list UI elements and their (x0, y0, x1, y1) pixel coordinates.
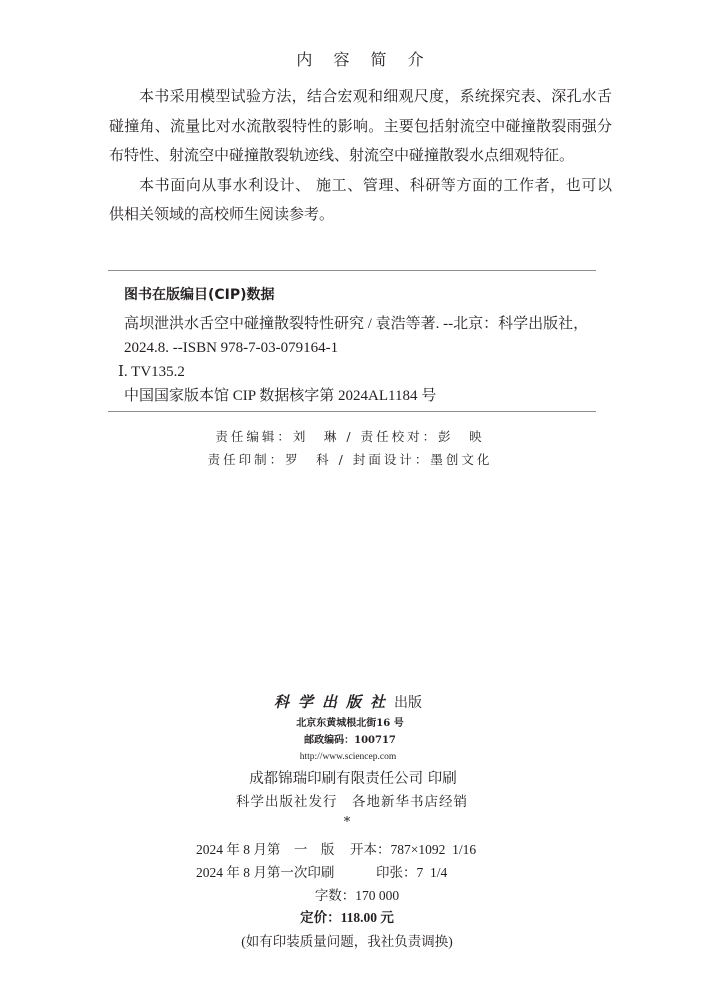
publisher-line (0, 692, 696, 713)
cip-bottom-rule (108, 411, 596, 412)
first-print-date: 2024 年 8 月第一次印刷 (196, 865, 335, 880)
cip-classification-line: Ⅰ. TV135.2 (118, 364, 185, 380)
cip-top-rule (108, 270, 596, 271)
cip-isbn-line: 2024.8. --ISBN 978-7-03-079164-1 (124, 340, 339, 356)
publisher-website: http://www.sciencep.com (299, 752, 397, 762)
publisher-address: 北京东黄城根北街16 号 (296, 718, 404, 729)
word-count: 字数：170 000 (314, 888, 400, 903)
printer-line: 成都锦瑞印刷有限责任公司 印刷 (249, 771, 457, 787)
summary-paragraph-1-line-1: 本书采用模型试验方法，结合宏观和细观尺度，系统探究表、深孔水舌 (139, 87, 612, 105)
summary-body (109, 82, 612, 230)
cip-record-number-line: 中国国家版本馆 CIP 数据核字第 2024AL1184 号 (124, 388, 437, 404)
credits-editors: 责任编辑：刘 琳 / 责任校对：彭 映 (215, 429, 485, 444)
publisher-logo-name: 科学出版社 (273, 693, 394, 711)
distribution-line: 科学出版社发行 各地新华书店经销 (236, 794, 468, 810)
summary-title: 内 容 简 介 (296, 50, 432, 69)
publisher-postcode: 邮政编码：100717 (304, 735, 396, 746)
first-edition-date: 2024 年 8 月第 一 版 (196, 842, 335, 857)
summary-paragraph-2-line-1: 本书面向从事水利设计、 施工、管理、科研等方面的工作者，也可以 (139, 175, 612, 194)
summary-paragraph-2-line-2: 供相关领域的高校师生阅读参考。 (109, 205, 335, 224)
cip-title-line: 高坝泄洪水舌空中碰撞散裂特性研究 / 袁浩等著. --北京：科学出版社， (124, 316, 589, 332)
publisher-suffix: 出版 (394, 695, 422, 711)
price: 定价：118.00 元 (300, 910, 394, 925)
separator-star: * (343, 815, 351, 830)
cip-heading: 图书在版编目(CIP)数据 (124, 287, 275, 303)
summary-paragraph-1-line-3: 布特性、射流空中碰撞散裂轨迹线、射流空中碰撞散裂水点细观特征。 (109, 146, 575, 165)
summary-paragraph-1-line-2: 碰撞角、流量比对水流散裂特性的影响。主要包括射流空中碰撞散裂雨强分 (109, 116, 612, 135)
book-format: 开本：787×1092 1/16 (350, 842, 477, 857)
credits-production: 责任印制：罗 科 / 封面设计：墨创文化 (207, 452, 493, 467)
printed-sheets: 印张：7 1/4 (376, 865, 448, 880)
quality-notice: (如有印装质量问题，我社负责调换) (241, 934, 453, 949)
